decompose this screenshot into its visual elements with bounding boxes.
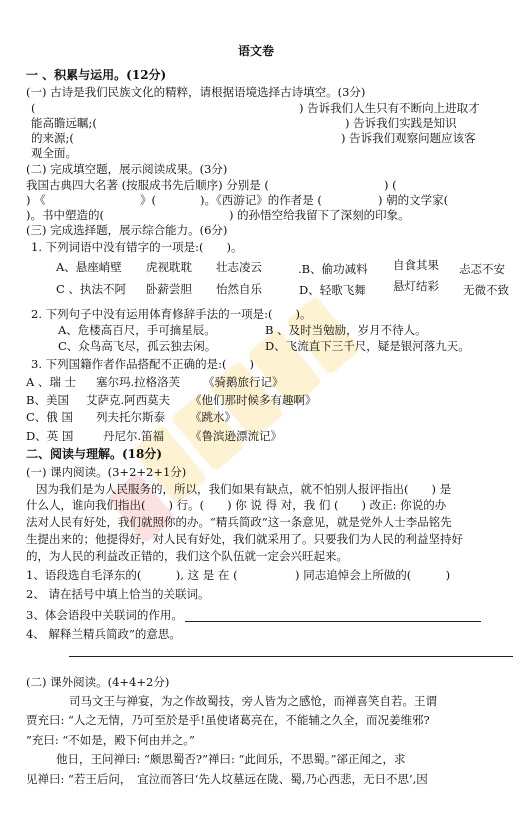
q3-s3-row2-work: 《他们那时候多有趣啊》 — [190, 393, 317, 407]
p1-line3: 法对人民有好处，我们就照你的办。“精兵简政”这一条意见，就是党外人士李品铭先 — [26, 515, 452, 529]
q3-s2-a: A、危楼高百尺，手可摘星辰。 — [58, 323, 216, 337]
q2-line2-c: )。《西游记》的作者是 ( — [200, 193, 322, 207]
q1-line4: 观全面。 — [31, 146, 77, 160]
answer-line-3[interactable] — [185, 621, 481, 622]
q2-line2-b: 》( — [140, 193, 156, 207]
q3-s2-b: B 、及时当勉励，岁月不待人。 — [265, 323, 427, 337]
q3-s3-stem: 3. 下列国籍作者作品搭配不正确的是:( ) — [31, 357, 254, 371]
q2-line2-a: ) 《 — [26, 193, 46, 207]
p1-line4: 生提出来的；他提得好，对人民有好处，我们就采用了。只要我们为人民的利益坚持好 — [26, 532, 463, 546]
p2-line2: 贾充曰: “人之无情，乃可至於是乎!虽使诸葛亮在，不能辅之久全，而况姜维邪? — [26, 713, 430, 727]
q1-line1-b: ) 告诉我们人生只有不断向上进取才 — [299, 101, 480, 115]
q1-line3-a: 的来源;( — [31, 131, 74, 145]
q3-s3-row2-country: B、美国 — [26, 393, 69, 407]
q3-s2-d: D、飞流直下三千尺，疑是银河落九天。 — [265, 339, 470, 353]
q3-s3-row3-author: 列夫托尔斯泰 — [96, 410, 165, 424]
q1-line2-a: 能高瞻远瞩;( — [31, 116, 97, 130]
q3-s1-b3: 忐忑不安 — [459, 262, 505, 276]
q2-line3-a: )。书中塑造的( — [26, 208, 104, 222]
q2-line2-d: ) 朝的文学家( — [378, 193, 449, 207]
q2-line3-b: ) 的孙悟空给我留下了深刻的印象。 — [229, 208, 410, 222]
p2-heading: (二) 课外阅读。(4+4+2分) — [26, 675, 170, 689]
q3-s1-d1: D、轻歌飞舞 — [299, 283, 366, 297]
q3-s2-stem: 2. 下列句子中没有运用体育修辞手法的一项是:( )。 — [31, 307, 312, 321]
page-title: 语文卷 — [238, 44, 275, 58]
q3-s1-d3: 无微不致 — [463, 283, 509, 297]
q3-heading: (三) 完成选择题，展示综合能力。(6分) — [26, 223, 228, 237]
q1-line3-b: ) 告诉我们观察问题应该客 — [341, 131, 476, 145]
q3-s3-row1-author: 塞尔玛.拉格洛芙 — [96, 375, 181, 389]
q3-s3-row1-country: A 、瑞 士 — [26, 375, 77, 389]
q3-s1-a1: A、悬座峭壁 — [56, 260, 122, 274]
p1-qa3: 3、体会语段中关联词的作用。 — [26, 608, 183, 622]
p1-qa2: 2、 请在括号中填上恰当的关联词。 — [26, 587, 210, 601]
q1-line2-b: ) 告诉我们实践是知识 — [345, 116, 457, 130]
q2-heading: (二) 完成填空题，展示阅读成果。(3分) — [26, 162, 228, 176]
answer-line-4[interactable] — [69, 656, 513, 657]
p2-line5: 见禅曰: “若王后问， 宜泣而答曰‘先人坟墓远在陇、蜀,乃心西悲，无日不思’,因 — [26, 772, 428, 786]
p1-line5: 的，为人民的利益改正错的，我们这个队伍就一定会兴旺起来。 — [26, 549, 348, 563]
q2-line1-b: ) ( — [384, 178, 397, 192]
q3-s1-c1: C 、执法不阿 — [56, 282, 126, 296]
q3-s3-row1-work: 《骑鹅旅行记》 — [203, 375, 284, 389]
p1-line1: 因为我们是为人民服务的，所以，我们如果有缺点，就不怕别人报评指出( ) 是 — [36, 482, 452, 496]
section2-heading: 二、阅读与理解。(18分) — [26, 447, 163, 461]
q1-heading: (一) 古诗是我们民族文化的精粹，请根据语境选择古诗填空。(3分) — [26, 85, 366, 99]
q3-s3-row4-author: 丹尼尔.笛福 — [103, 429, 165, 443]
p1-line2: 什么人，谁向我们指出( ) 行。( ) 你 说 得 对，我 们 ( ) 改正: 你说的办 — [26, 498, 447, 512]
q3-s1-b2: 自食其果 — [393, 258, 439, 272]
q3-s3-row3-country: C、俄 国 — [26, 410, 73, 424]
q3-s2-c: C、众鸟高飞尽，孤云独去闲。 — [58, 339, 217, 353]
q3-s1-b1: .B、偷功减料 — [298, 262, 368, 276]
section1-heading: 一 、积累与运用。(12分) — [26, 68, 167, 82]
q3-s3-row4-country: D、英 国 — [26, 429, 74, 443]
q2-line1-a: 我国古典四大名著 (按服成书先后顺序) 分别是 ( — [26, 178, 269, 192]
p1-heading: (一) 课内阅读。(3+2+2+1分) — [26, 465, 187, 479]
p1-qa4: 4、 解释兰精兵简政”的意思。 — [26, 627, 181, 641]
p2-line4: 他日，王问禅曰: “颇思蜀否?”禅曰: “此间乐，不思蜀。”郤正闻之，求 — [56, 752, 406, 766]
q3-s1-stem: 1. 下列词语中没有错字的一项是:( )。 — [31, 240, 243, 254]
q3-s1-a2: 虎视耽耽 — [146, 260, 192, 274]
q3-s3-row4-work: 《鲁滨逊漂流记》 — [190, 429, 282, 443]
q1-line1-a: ( — [31, 101, 36, 115]
q3-s3-row3-work: 《跳水》 — [190, 410, 236, 424]
p1-qa1: 1、语段选自毛泽东的( ), 这 是 在 ( ) 同志追悼会上所做的( ) — [26, 568, 451, 582]
q3-s3-row2-author: 艾萨克.阿西莫夫 — [86, 393, 171, 407]
q3-s1-a3: 壮志凌云 — [216, 260, 262, 274]
q3-s1-d2: 悬灯结彩 — [393, 279, 439, 293]
q3-s1-c2: 卧薪尝胆 — [146, 282, 192, 296]
q3-s1-c3: 怡然自乐 — [216, 282, 262, 296]
p2-line3: ”充曰: “不如是，殿下何由并之。” — [26, 733, 195, 747]
p2-line1: 司马文王与禅宴，为之作故蜀技，旁人皆为之感怆，而禅喜笑自若。王谓 — [69, 694, 437, 708]
